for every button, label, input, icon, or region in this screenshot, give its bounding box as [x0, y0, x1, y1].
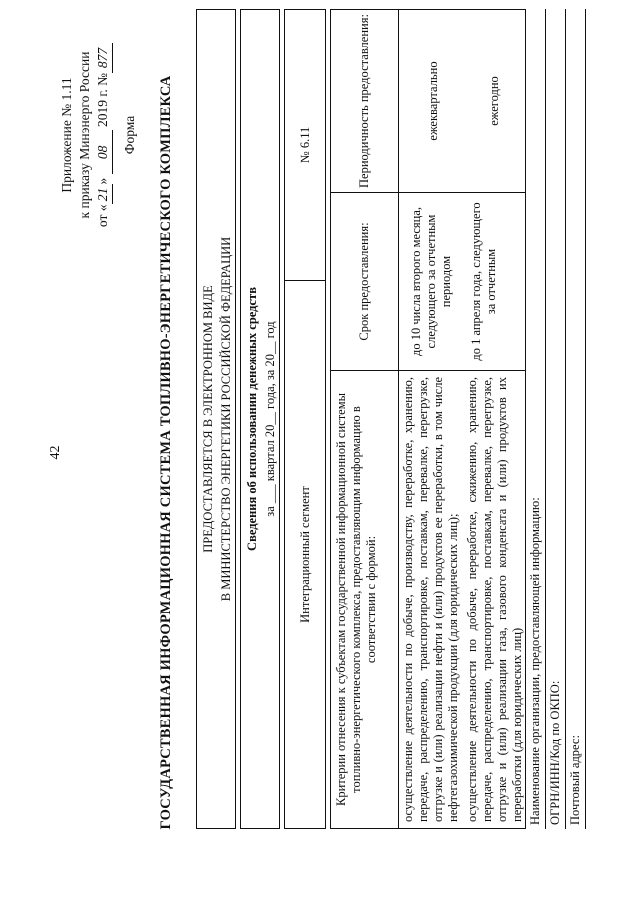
form-label: Форма — [122, 115, 137, 155]
report-heading: Сведения об использовании денежных средств — [245, 287, 259, 551]
provided-to-box — [196, 9, 236, 829]
criteria-column — [331, 370, 525, 828]
annex-line1: Приложение № 1.11 — [59, 77, 74, 193]
deadline-row-oil: до 10 числа второго месяца, следующего за отчетным периодом — [409, 206, 453, 357]
frequency-header: Периодичность предоставления: — [331, 10, 399, 192]
frequency-column — [331, 10, 525, 192]
annex-day: 21 — [94, 184, 113, 204]
ogrn-field: ОГРН/ИНН/Код по ОКПО: — [546, 9, 566, 829]
report-box — [240, 9, 280, 829]
address-field: Почтовый адрес: — [566, 9, 586, 829]
deadline-row-gas: до 1 апреля года, следующего за отчетным — [469, 202, 498, 361]
annex-month: 08 — [94, 130, 113, 174]
annex-order-number: 877 — [94, 43, 113, 73]
annex-line3 — [94, 20, 113, 250]
segment-label: Интеграционный сегмент — [285, 280, 325, 828]
criteria-row-gas: осуществление деятельности по добыче, переработке, сжижению, хранению, передаче, распределению, транспортировке, поставкам, перевалке, перегрузке, отгрузке и (или) реализации газа, газового конденсата и (или) продуктов их переработки (для юридических лиц) — [465, 377, 524, 822]
page-number: 42 — [48, 445, 63, 460]
criteria-row-oil: осуществление деятельности по добыче, производству, переработке, хранению, передаче, распределению, транспортировке, поставкам, перевалке, перегрузке, отгрузке и (или) реализации нефти и (или) продуктов ее переработки, в том числе нефтегазохимической продукции (для юридических лиц); — [401, 377, 460, 822]
criteria-header: Критерии отнесения к субъектам государственной информационной системы топливно-энергетического комплекса, предоставляющим информацию в соответствии с формой: — [331, 371, 399, 828]
report-period: за ___ квартал 20__ года, за 20__ год — [263, 321, 277, 517]
org-name-field: Наименование организации, предоставляющей информацию: — [526, 9, 546, 829]
segment-box — [284, 9, 326, 829]
frequency-row-oil: ежеквартально — [425, 61, 440, 141]
segment-number: № 6.11 — [297, 126, 312, 164]
provided-to-line1: ПРЕДОСТАВЛЯЕТСЯ В ЭЛЕКТРОННОМ ВИДЕ — [201, 285, 215, 553]
criteria-table — [330, 9, 526, 829]
annex-block — [58, 20, 113, 250]
footer-fields — [526, 9, 586, 829]
document-title: ГОСУДАРСТВЕННАЯ ИНФОРМАЦИОННАЯ СИСТЕМА ТОПЛИВНО-ЭНЕРГЕТИЧЕСКОГО КОМПЛЕКСА — [158, 75, 174, 830]
deadline-header: Срок предоставления: — [331, 193, 399, 370]
annex-from-prefix: от « — [95, 204, 110, 228]
frequency-row-gas: ежегодно — [486, 76, 501, 126]
deadline-column — [331, 192, 525, 370]
annex-year: 2019 г. № — [95, 72, 110, 127]
provided-to-line2: В МИНИСТЕРСТВО ЭНЕРГЕТИКИ РОССИЙСКОЙ ФЕДЕРАЦИИ — [219, 236, 233, 602]
annex-line2: к приказу Минэнерго России — [77, 51, 92, 219]
annex-mid: » — [95, 177, 110, 185]
